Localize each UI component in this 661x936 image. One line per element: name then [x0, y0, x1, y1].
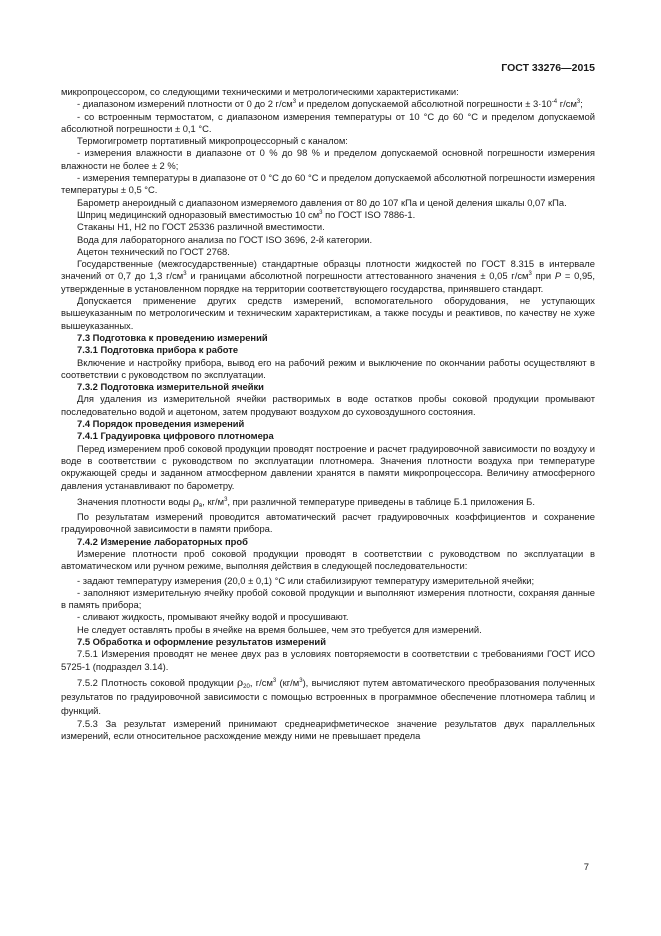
superscript: 3 [319, 209, 323, 216]
paragraph: - измерения температуры в диапазоне от 0 °С до 60 °С и пределом допускаемой абсолютной погрешности измерения температуры ± 0,5 °С. [61, 172, 595, 196]
paragraph [61, 496, 595, 508]
page-number: 7 [583, 862, 589, 873]
paragraph: Барометр анероидный с диапазоном измеряемого давления от 80 до 107 кПа и ценой деления шкалы 0,07 кПа. [77, 196, 567, 208]
paragraph [61, 209, 595, 221]
paragraph: - со встроенным термостатом, с диапазоном измерения температуры от 10 °С до 60 °С и пределом допускаемой абсолютной погрешности ± 0,1 °С. [61, 110, 595, 134]
paragraph: 7.5.1 Измерения проводят не менее двух раз в условиях повторяемости в соответствии с требованиями ГОСТ ИСО 5725-1 (подраздел 3.14). [61, 648, 595, 672]
paragraph: Не следует оставлять пробы в ячейке на время большее, чем это требуется для измерений. [77, 623, 482, 635]
text-run: Шприц медицинский одноразовый вместимостью 10 см [77, 208, 320, 220]
paragraph: Перед измерением проб соковой продукции проводят построение и расчет градуировочной зависимости по воздуху и воде в соответствии с руководством по эксплуатации плотномера. Значения плотности воздуха при температуре окружающей среды и заданном атмосферном давлении хранятся в памяти микропроцессора. Величину атмосферного давления устанавливают по барометру. [61, 442, 595, 491]
paragraph: Ацетон технический по ГОСТ 2768. [77, 245, 230, 257]
rho-symbol: ρ [192, 495, 200, 508]
superscript: 3 [224, 496, 228, 503]
subsection-heading: 7.4.1 Градуировка цифрового плотномера [77, 430, 274, 442]
superscript: 3 [272, 677, 277, 684]
text-run: Государственные (межгосударственные) стандартные образцы плотности жидкостей по ГОСТ 8.315 в интервале значений от 0,7 до 1,3 г/см [61, 258, 595, 282]
paragraph: - сливают жидкость, промывают ячейку водой и просушивают. [77, 611, 349, 623]
text-run: и границами абсолютной погрешности аттестованного значения ± 0,05 г/см [186, 270, 529, 282]
section-heading: 7.5 Обработка и оформление результатов измерений [77, 636, 326, 648]
paragraph: По результатам измерений проводится автоматический расчет градуировочных коэффициентов и сохранение градуировочной зависимости в памяти прибора. [61, 511, 595, 535]
text-run: , г/см [249, 676, 273, 688]
paragraph: микропроцессором, со следующими техническими и метрологическими характеристиками: [61, 86, 459, 97]
text-run: , при различной температуре приведены в таблице Б.1 приложения Б. [227, 495, 535, 507]
text-run: - диапазоном измерений плотности от 0 до 2 г/см [77, 98, 293, 110]
subscript: в [199, 502, 203, 509]
paragraph: 7.5.3 За результат измерений принимают среднеарифметическое значение результатов двух параллельных измерений, если относительное расхождение между ними не превышает предела [61, 717, 595, 742]
subsection-heading: 7.3.2 Подготовка измерительной ячейки [77, 381, 264, 393]
text-run: 7.5.2 Плотность соковой продукции [77, 676, 237, 688]
paragraph: Вода для лабораторного анализа по ГОСТ ISO 3696, 2-й категории. [77, 233, 373, 245]
paragraph: Включение и настройку прибора, вывод его на рабочий режим и выключение по окончании работы осуществляют в соответствии с руководством по эксплуатации. [61, 356, 595, 380]
text-run: и пределом допускаемой абсолютной погрешности ± 3·10 [296, 98, 552, 110]
paragraph [61, 676, 595, 718]
superscript: 3 [299, 677, 303, 684]
text-run: Значения плотности воды [77, 495, 193, 507]
subsection-heading: 7.4.2 Измерение лабораторных проб [77, 535, 248, 547]
superscript: 3 [528, 271, 532, 278]
superscript: -4 [551, 99, 558, 106]
text-run: (кг/м [276, 676, 300, 688]
text-run: ; [580, 98, 583, 110]
section-heading: 7.3 Подготовка к проведению измерений [77, 331, 268, 343]
section-heading: 7.4 Порядок проведения измерений [77, 418, 245, 430]
text-run: , кг/м [202, 495, 225, 507]
probability-symbol: P [554, 270, 562, 282]
superscript: 3 [576, 99, 581, 106]
paragraph: Измерение плотности проб соковой продукции проводят в соответствии с руководством по эксплуатации в автоматическом или ручном режиме, выполняя действия в следующей последовательности: [61, 547, 595, 572]
paragraph: Термогигрометр портативный микропроцессорный с каналом: [77, 135, 348, 147]
superscript: 3 [292, 99, 297, 106]
paragraph [61, 258, 595, 295]
text-run: по ГОСТ ISO 7886-1. [322, 208, 416, 220]
paragraph [61, 98, 595, 110]
page-header-standard: ГОСТ 33276—2015 [501, 62, 595, 74]
paragraph: Стаканы Н1, Н2 по ГОСТ 25336 различной вместимости. [77, 221, 325, 233]
text-run: ), вычисляют путем автоматического преобразования полученных результатов по градуировочной зависимости с помощью встроенных в программное обеспечение плотномера таблиц и функций. [61, 676, 595, 716]
text-run: при [531, 270, 555, 282]
paragraph: Допускается применение других средств измерений, вспомогательного оборудования, не уступающих вышеуказанным по метрологическим и техническим характеристикам, а также посуды и реактивов, по качеству не хуже вышеуказанных. [61, 295, 595, 331]
text-run: = 0,95, утвержденные в установленном порядке на территории соответствующего государства, принявшего стандарт. [61, 270, 595, 294]
subsection-heading: 7.3.1 Подготовка прибора к работе [77, 344, 239, 356]
paragraph: - заполняют измерительную ячейку пробой соковой продукции и выполняют измерения плотности, сохраняя данные в память прибора; [61, 586, 595, 611]
rho-symbol: ρ [236, 676, 244, 689]
text-run: г/см [557, 98, 577, 110]
paragraph: - задают температуру измерения (20,0 ± 0,1) °С или стабилизируют температуру измерительной ячейки; [77, 574, 535, 586]
paragraph: - измерения влажности в диапазоне от 0 % до 98 % и пределом допускаемой основной погрешности измерения влажности не более ± 2 %; [61, 147, 595, 171]
paragraph: Для удаления из измерительной ячейки растворимых в воде остатков пробы соковой продукции промывают последовательно водой и ацетоном, затем продувают воздухом до суховоздушного состояния. [61, 393, 595, 417]
subscript: 20 [243, 683, 250, 690]
superscript: 3 [183, 271, 187, 278]
